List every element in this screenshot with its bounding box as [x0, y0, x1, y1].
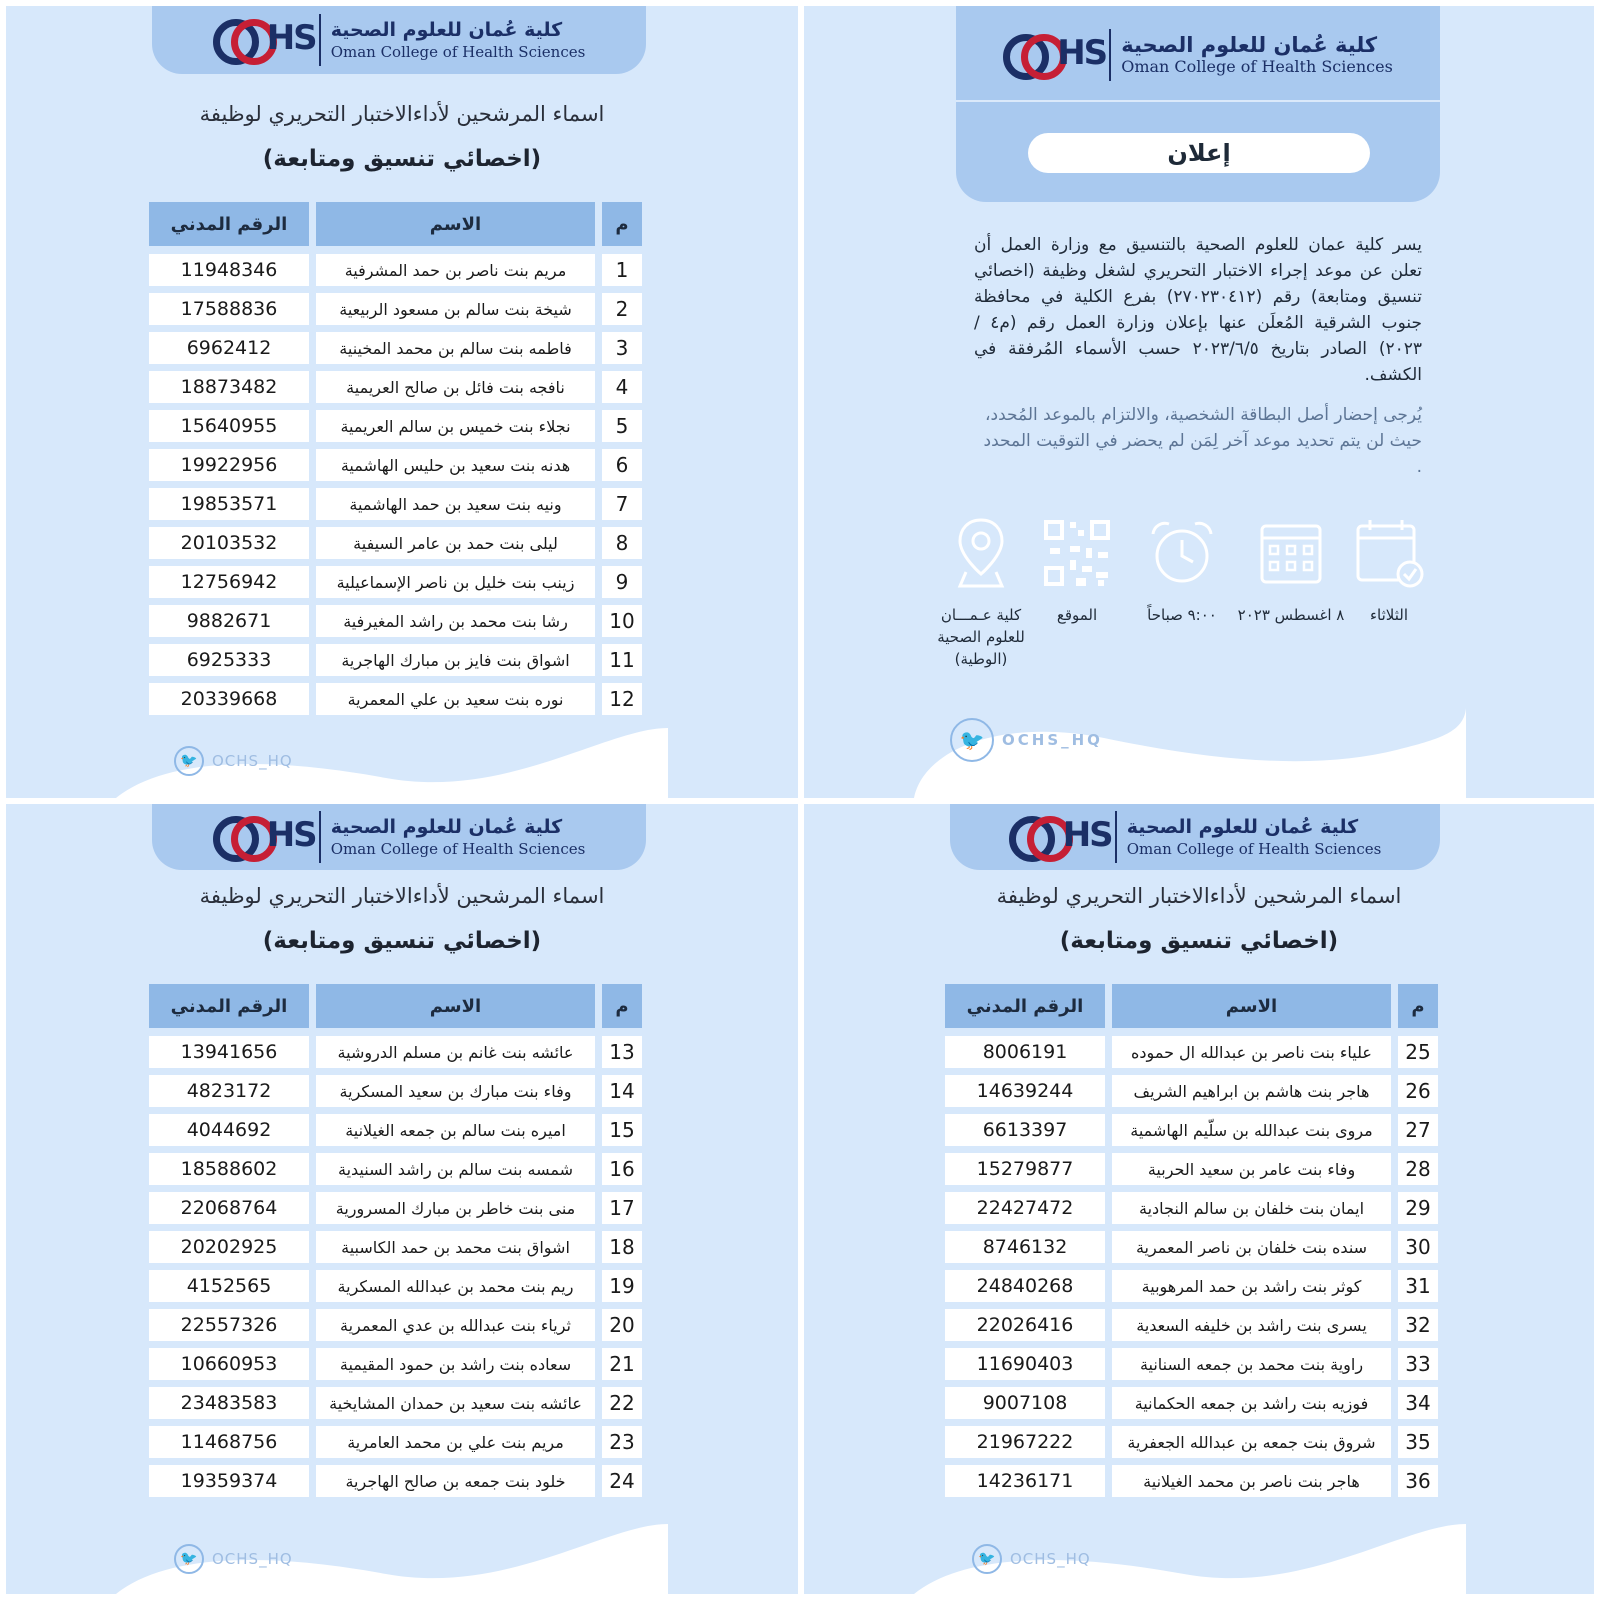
table-row	[149, 410, 647, 442]
column-name: الاسم	[316, 984, 595, 1028]
row-number-cell: 19	[602, 1270, 642, 1302]
name-cell: اشواق بنت محمد بن حمد الكاسبية	[316, 1231, 595, 1263]
civil-number-cell: 11948346	[149, 254, 309, 286]
civil-number-cell: 14236171	[945, 1465, 1105, 1497]
row-number-cell: 13	[602, 1036, 642, 1068]
column-number: م	[602, 202, 642, 246]
table-row	[149, 1309, 647, 1341]
list-subtitle: (اخصائي تنسيق ومتابعة)	[262, 928, 542, 954]
row-number-cell: 12	[602, 683, 642, 715]
name-cell: فاطمه بنت سالم بن محمد المخينية	[316, 332, 595, 364]
row-number-cell: 15	[602, 1114, 642, 1146]
college-name-en: Oman College of Health Sciences	[330, 43, 586, 61]
row-number-cell: 8	[602, 527, 642, 559]
table-body	[149, 254, 647, 722]
civil-number-cell: 9882671	[149, 605, 309, 637]
college-logo	[950, 804, 1440, 870]
row-number-cell: 35	[1398, 1426, 1438, 1458]
row-number-cell: 1	[602, 254, 642, 286]
row-number-cell: 6	[602, 449, 642, 481]
name-cell: راوية بنت محمد بن جمعه السنانية	[1112, 1348, 1391, 1380]
list-title: اسماء المرشحين لأداءالاختبار التحريري لوظيفة	[199, 884, 605, 908]
bottom-wave	[804, 708, 1594, 798]
row-number-cell: 27	[1398, 1114, 1438, 1146]
row-number-cell: 28	[1398, 1153, 1438, 1185]
table-row	[945, 1426, 1443, 1458]
name-cell: شروق بنت جمعه بن عبدالله الجعفرية	[1112, 1426, 1391, 1458]
civil-number-cell: 8746132	[945, 1231, 1105, 1263]
row-number-cell: 31	[1398, 1270, 1438, 1302]
name-cell: ونيه بنت سعيد بن حمد الهاشمية	[316, 488, 595, 520]
name-cell: نوره بنت سعيد بن علي المعمرية	[316, 683, 595, 715]
info-time: ٩:٠٠ صباحاً	[1132, 516, 1232, 626]
civil-number-cell: 19922956	[149, 449, 309, 481]
bottom-wave	[6, 1504, 798, 1594]
twitter-handle: 🐦 OCHS_HQ	[950, 718, 1103, 762]
civil-number-cell: 22427472	[945, 1192, 1105, 1224]
table-row	[945, 1036, 1443, 1068]
name-cell: مروى بنت عبدالله بن سلّيم الهاشمية	[1112, 1114, 1391, 1146]
table-row	[149, 1231, 647, 1263]
row-number-cell: 16	[602, 1153, 642, 1185]
alarm-clock-icon	[1145, 516, 1219, 590]
table-body	[945, 1036, 1443, 1504]
table-row	[149, 566, 647, 598]
candidates-list-panel-1	[6, 6, 798, 798]
row-number-cell: 21	[602, 1348, 642, 1380]
college-name-ar: كلية عُمان للعلوم الصحية	[1121, 33, 1378, 57]
name-cell: علياء بنت ناصر بن عبدالله ال حموده	[1112, 1036, 1391, 1068]
civil-number-cell: 22068764	[149, 1192, 309, 1224]
candidates-table	[149, 984, 647, 1493]
row-number-cell: 4	[602, 371, 642, 403]
table-row	[945, 1231, 1443, 1263]
row-number-cell: 5	[602, 410, 642, 442]
qr-code-icon[interactable]	[1040, 516, 1114, 590]
row-number-cell: 30	[1398, 1231, 1438, 1263]
college-header	[950, 804, 1440, 870]
announcement-header	[956, 6, 1440, 202]
name-cell: زينب بنت خليل بن ناصر الإسماعيلية	[316, 566, 595, 598]
civil-number-cell: 19853571	[149, 488, 309, 520]
announcement-note: يُرجى إحضار أصل البطاقة الشخصية، والالتزام بالموعد المُحدد، حيث لن يتم تحديد موعد آخر لِمَن لم يحضر في التوقيت المحدد .	[983, 405, 1422, 477]
civil-number-cell: 6613397	[945, 1114, 1105, 1146]
twitter-icon: 🐦	[174, 746, 204, 776]
name-cell: اميره بنت سالم بن جمعه الغيلانية	[316, 1114, 595, 1146]
table-header	[945, 984, 1443, 1028]
row-number-cell: 25	[1398, 1036, 1438, 1068]
name-cell: رشا بنت محمد بن راشد المغيرفية	[316, 605, 595, 637]
table-row	[149, 605, 647, 637]
list-subtitle: (اخصائي تنسيق ومتابعة)	[262, 146, 542, 172]
ochs-logo-mark: HS	[1009, 809, 1105, 865]
table-row	[149, 371, 647, 403]
name-cell: منى بنت خاطر بن مبارك المسرورية	[316, 1192, 595, 1224]
civil-number-cell: 18873482	[149, 371, 309, 403]
civil-number-cell: 23483583	[149, 1387, 309, 1419]
civil-number-cell: 4152565	[149, 1270, 309, 1302]
ochs-logo-mark: HS	[213, 12, 309, 68]
candidates-list-panel-3	[804, 804, 1594, 1594]
twitter-icon: 🐦	[972, 1544, 1002, 1574]
calendar-check-icon	[1352, 516, 1426, 590]
table-row	[149, 449, 647, 481]
row-number-cell: 17	[602, 1192, 642, 1224]
civil-number-cell: 20103532	[149, 527, 309, 559]
divider	[956, 100, 1440, 102]
row-number-cell: 2	[602, 293, 642, 325]
twitter-handle: 🐦 OCHS_HQ	[174, 1544, 293, 1574]
row-number-cell: 24	[602, 1465, 642, 1497]
table-row	[149, 1153, 647, 1185]
civil-number-cell: 13941656	[149, 1036, 309, 1068]
table-row	[149, 644, 647, 676]
name-cell: كوثر بنت راشد بن حمد المرهوبية	[1112, 1270, 1391, 1302]
table-row	[149, 1036, 647, 1068]
civil-number-cell: 10660953	[149, 1348, 309, 1380]
name-cell: ريم بنت محمد بن عبدالله المسكرية	[316, 1270, 595, 1302]
map-pin-icon	[944, 516, 1018, 590]
row-number-cell: 34	[1398, 1387, 1438, 1419]
civil-number-cell: 22026416	[945, 1309, 1105, 1341]
name-cell: فوزيه بنت راشد بن جمعه الحكمانية	[1112, 1387, 1391, 1419]
table-row	[945, 1270, 1443, 1302]
row-number-cell: 32	[1398, 1309, 1438, 1341]
table-row	[149, 1426, 647, 1458]
bottom-wave	[6, 708, 798, 798]
civil-number-cell: 12756942	[149, 566, 309, 598]
civil-number-cell: 20339668	[149, 683, 309, 715]
name-cell: اشواق بنت فايز بن مبارك الهاجرية	[316, 644, 595, 676]
table-header	[149, 202, 647, 246]
table-row	[149, 1465, 647, 1497]
list-title: اسماء المرشحين لأداءالاختبار التحريري لوظيفة	[996, 884, 1402, 908]
civil-number-cell: 15279877	[945, 1153, 1105, 1185]
civil-number-cell: 21967222	[945, 1426, 1105, 1458]
name-cell: نجلاء بنت خميس بن سالم العريمية	[316, 410, 595, 442]
name-cell: سنده بنت خلفان بن ناصر المعمرية	[1112, 1231, 1391, 1263]
twitter-icon: 🐦	[950, 718, 994, 762]
college-name-en: Oman College of Health Sciences	[330, 840, 586, 858]
college-name-ar: كلية عُمان للعلوم الصحية	[330, 19, 563, 41]
table-row	[149, 1075, 647, 1107]
announcement-body: يسر كلية عمان للعلوم الصحية بالتنسيق مع وزارة العمل أن تعلن عن موعد إجراء الاختبار التحريري لشغل وظيفة (اخصائي تنسيق ومتابعة) رقم (٢٧٠٢٣٠٤١٢) بفرع الكلية في محافظة جنوب الشرقية المُعلَن عنها بإعلان وزارة العمل رقم (م٤ / ٢٠٢٣) الصادر بتاريخ ٢٠٢٣/٦/٥ حسب الأسماء المُرفقة في الكشف.	[974, 235, 1422, 385]
table-row	[945, 1192, 1443, 1224]
civil-number-cell: 11468756	[149, 1426, 309, 1458]
college-header	[152, 6, 646, 74]
civil-number-cell: 22557326	[149, 1309, 309, 1341]
table-row	[149, 1270, 647, 1302]
ochs-logo-mark: HS	[1003, 27, 1099, 83]
row-number-cell: 11	[602, 644, 642, 676]
name-cell: خلود بنت جمعه بن صالح الهاجرية	[316, 1465, 595, 1497]
table-row	[945, 1348, 1443, 1380]
civil-number-cell: 19359374	[149, 1465, 309, 1497]
candidates-list-panel-2	[6, 804, 798, 1594]
name-cell: سعاده بنت راشد بن حمود المقيمية	[316, 1348, 595, 1380]
name-cell: يسرى بنت راشد بن خليفه السعدية	[1112, 1309, 1391, 1341]
table-row	[149, 527, 647, 559]
table-row	[149, 332, 647, 364]
row-number-cell: 14	[602, 1075, 642, 1107]
civil-number-cell: 18588602	[149, 1153, 309, 1185]
info-location-qr[interactable]: الموقع	[1032, 516, 1122, 626]
calendar-icon	[1254, 516, 1328, 590]
list-title: اسماء المرشحين لأداءالاختبار التحريري لوظيفة	[199, 102, 605, 126]
row-number-cell: 36	[1398, 1465, 1438, 1497]
column-number: م	[602, 984, 642, 1028]
name-cell: ثرياء بنت عبدالله بن عدي المعمرية	[316, 1309, 595, 1341]
name-cell: عائشه بنت سعيد بن حمدان المشايخية	[316, 1387, 595, 1419]
civil-number-cell: 9007108	[945, 1387, 1105, 1419]
civil-number-cell: 17588836	[149, 293, 309, 325]
name-cell: ليلى بنت حمد بن عامر السيفية	[316, 527, 595, 559]
candidates-table	[149, 202, 647, 711]
row-number-cell: 7	[602, 488, 642, 520]
column-name: الاسم	[316, 202, 595, 246]
name-cell: ايمان بنت خلفان بن سالم النجادية	[1112, 1192, 1391, 1224]
info-venue: كلية عـمـــان للعلوم الصحية (الوطية)	[922, 516, 1040, 670]
table-row	[149, 254, 647, 286]
name-cell: هدنه بنت سعيد بن حليس الهاشمية	[316, 449, 595, 481]
twitter-icon: 🐦	[174, 1544, 204, 1574]
twitter-handle: 🐦 OCHS_HQ	[972, 1544, 1091, 1574]
column-civil-number: الرقم المدني	[945, 984, 1105, 1028]
row-number-cell: 23	[602, 1426, 642, 1458]
row-number-cell: 29	[1398, 1192, 1438, 1224]
college-name-ar: كلية عُمان للعلوم الصحية	[1126, 816, 1359, 838]
civil-number-cell: 14639244	[945, 1075, 1105, 1107]
college-name-en: Oman College of Health Sciences	[1126, 840, 1382, 858]
table-row	[149, 488, 647, 520]
column-number: م	[1398, 984, 1438, 1028]
civil-number-cell: 20202925	[149, 1231, 309, 1263]
list-subtitle: (اخصائي تنسيق ومتابعة)	[1059, 928, 1339, 954]
table-header	[149, 984, 647, 1028]
column-civil-number: الرقم المدني	[149, 984, 309, 1028]
civil-number-cell: 24840268	[945, 1270, 1105, 1302]
row-number-cell: 9	[602, 566, 642, 598]
row-number-cell: 20	[602, 1309, 642, 1341]
civil-number-cell: 11690403	[945, 1348, 1105, 1380]
civil-number-cell: 4823172	[149, 1075, 309, 1107]
row-number-cell: 33	[1398, 1348, 1438, 1380]
name-cell: هاجر بنت هاشم بن ابراهيم الشريف	[1112, 1075, 1391, 1107]
announcement-panel	[804, 6, 1594, 798]
table-row	[945, 1075, 1443, 1107]
row-number-cell: 26	[1398, 1075, 1438, 1107]
civil-number-cell: 6925333	[149, 644, 309, 676]
info-day: الثلاثاء	[1344, 516, 1434, 626]
college-logo	[152, 6, 646, 74]
name-cell: عائشه بنت غانم بن مسلم الدروشية	[316, 1036, 595, 1068]
table-row	[945, 1465, 1443, 1497]
college-logo	[152, 804, 646, 870]
name-cell: وفاء بنت مبارك بن سعيد المسكرية	[316, 1075, 595, 1107]
name-cell: وفاء بنت عامر بن سعيد الحربية	[1112, 1153, 1391, 1185]
twitter-handle: 🐦 OCHS_HQ	[174, 746, 293, 776]
table-body	[149, 1036, 647, 1504]
row-number-cell: 22	[602, 1387, 642, 1419]
column-name: الاسم	[1112, 984, 1391, 1028]
table-row	[945, 1153, 1443, 1185]
name-cell: نافجه بنت فائل بن صالح العريمية	[316, 371, 595, 403]
table-row	[945, 1114, 1443, 1146]
row-number-cell: 3	[602, 332, 642, 364]
name-cell: مريم بنت ناصر بن حمد المشرفية	[316, 254, 595, 286]
civil-number-cell: 8006191	[945, 1036, 1105, 1068]
civil-number-cell: 15640955	[149, 410, 309, 442]
table-row	[149, 1114, 647, 1146]
candidates-table	[945, 984, 1443, 1493]
table-row	[945, 1387, 1443, 1419]
name-cell: هاجر بنت ناصر بن محمد الغيلانية	[1112, 1465, 1391, 1497]
table-row	[149, 1192, 647, 1224]
college-name-ar: كلية عُمان للعلوم الصحية	[330, 816, 563, 838]
ochs-logo-mark: HS	[213, 809, 309, 865]
bottom-wave	[804, 1504, 1594, 1594]
row-number-cell: 18	[602, 1231, 642, 1263]
civil-number-cell: 4044692	[149, 1114, 309, 1146]
name-cell: مريم بنت علي بن محمد العامرية	[316, 1426, 595, 1458]
info-date: ٨ اغسطس ٢٠٢٣	[1236, 516, 1346, 626]
table-row	[149, 1387, 647, 1419]
table-row	[149, 293, 647, 325]
announcement-badge: إعلان	[1028, 133, 1370, 173]
table-row	[149, 1348, 647, 1380]
table-row	[945, 1309, 1443, 1341]
college-logo	[956, 12, 1440, 98]
civil-number-cell: 6962412	[149, 332, 309, 364]
name-cell: شمسه بنت سالم بن راشد السنيدية	[316, 1153, 595, 1185]
column-civil-number: الرقم المدني	[149, 202, 309, 246]
name-cell: شيخة بنت سالم بن مسعود الربيعية	[316, 293, 595, 325]
college-name-en: Oman College of Health Sciences	[1121, 57, 1393, 76]
college-header	[152, 804, 646, 870]
row-number-cell: 10	[602, 605, 642, 637]
